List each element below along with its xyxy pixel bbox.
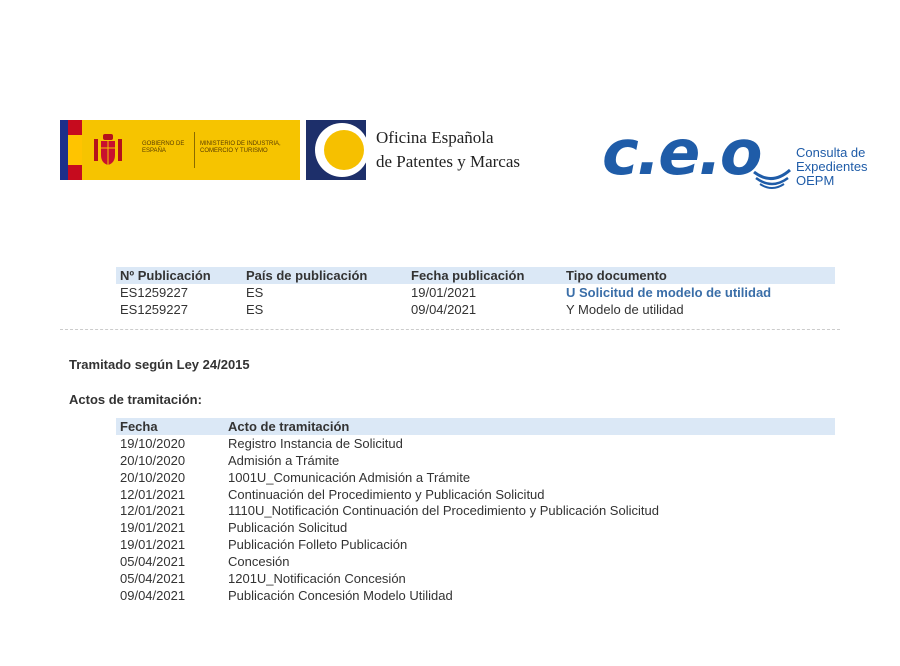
acto-date: 19/01/2021 xyxy=(120,520,186,536)
table-row xyxy=(116,486,835,503)
ministerio-text: MINISTERIO DE INDUSTRIA, COMERCIO Y TURISMO xyxy=(200,141,281,154)
acto-date: 05/04/2021 xyxy=(120,554,186,570)
document-type: Y Modelo de utilidad xyxy=(566,302,684,317)
col-header-fecha: Fecha publicación xyxy=(411,268,525,283)
actos-title: Actos de tramitación: xyxy=(69,392,202,407)
publication-number: ES1259227 xyxy=(120,302,188,317)
publication-number: ES1259227 xyxy=(120,285,188,300)
ceo-subtitle: Consulta de Expedientes OEPM xyxy=(796,145,868,188)
coat-of-arms-icon xyxy=(92,133,124,167)
col-header-numero: Nº Publicación xyxy=(120,268,211,283)
document-type-link[interactable]: U Solicitud de modelo de utilidad xyxy=(566,285,772,300)
table-row xyxy=(116,553,835,570)
acto-date: 12/01/2021 xyxy=(120,486,186,502)
col-header-pais: País de publicación xyxy=(246,268,368,283)
acto-description: Concesión xyxy=(228,554,290,570)
tramitado-label: Tramitado según Ley 24/2015 xyxy=(69,357,250,372)
publication-date: 09/04/2021 xyxy=(411,302,477,317)
acto-date: 20/10/2020 xyxy=(120,469,186,485)
oepm-name: Oficina Española de Patentes y Marcas xyxy=(376,128,520,171)
acto-description: Publicación Folleto Publicación xyxy=(228,537,408,553)
acto-date: 05/04/2021 xyxy=(120,571,186,587)
table-row xyxy=(116,452,835,469)
acto-description: 1201U_Notificación Concesión xyxy=(228,571,406,587)
acto-description: Publicación Solicitud xyxy=(228,520,348,536)
oepm-logo-icon xyxy=(306,120,366,180)
table-row xyxy=(116,435,835,452)
publication-country: ES xyxy=(246,285,264,300)
acto-date: 20/10/2020 xyxy=(120,452,186,468)
gobierno-logo xyxy=(60,120,300,180)
ceo-swirl-icon xyxy=(752,168,792,190)
table-row xyxy=(116,301,835,318)
ceo-logo: c.e.o xyxy=(602,116,761,189)
table-row xyxy=(116,502,835,519)
acto-description: Continuación del Procedimiento y Publicación Solicitud xyxy=(228,486,545,502)
publication-country: ES xyxy=(246,302,264,317)
acto-description: Registro Instancia de Solicitud xyxy=(228,435,403,451)
acto-date: 19/10/2020 xyxy=(120,435,186,451)
col-header-acto: Acto de tramitación xyxy=(228,419,350,434)
table-row xyxy=(116,519,835,536)
table-row xyxy=(116,587,835,604)
gobierno-text: GOBIERNO DE ESPAÑA xyxy=(142,141,185,154)
publication-date: 19/01/2021 xyxy=(411,285,477,300)
table-row xyxy=(116,570,835,587)
acto-date: 09/04/2021 xyxy=(120,587,186,603)
acto-description: 1110U_Notificación Continuación del Procedimiento y Publicación Solicitud xyxy=(228,503,659,519)
spain-flag-icon xyxy=(60,120,82,180)
table-row xyxy=(116,536,835,553)
col-header-fecha: Fecha xyxy=(120,419,158,434)
actos-table xyxy=(116,418,835,604)
acto-description: Admisión a Trámite xyxy=(228,452,340,468)
table-row xyxy=(116,469,835,486)
acto-description: Publicación Concesión Modelo Utilidad xyxy=(228,587,453,603)
publications-table xyxy=(116,267,835,318)
divider xyxy=(60,329,840,330)
acto-date: 19/01/2021 xyxy=(120,537,186,553)
acto-date: 12/01/2021 xyxy=(120,503,186,519)
acto-description: 1001U_Comunicación Admisión a Trámite xyxy=(228,469,471,485)
publications-header-row xyxy=(116,267,835,284)
actos-header-row xyxy=(116,418,835,435)
col-header-tipo: Tipo documento xyxy=(566,268,667,283)
table-row xyxy=(116,284,835,301)
